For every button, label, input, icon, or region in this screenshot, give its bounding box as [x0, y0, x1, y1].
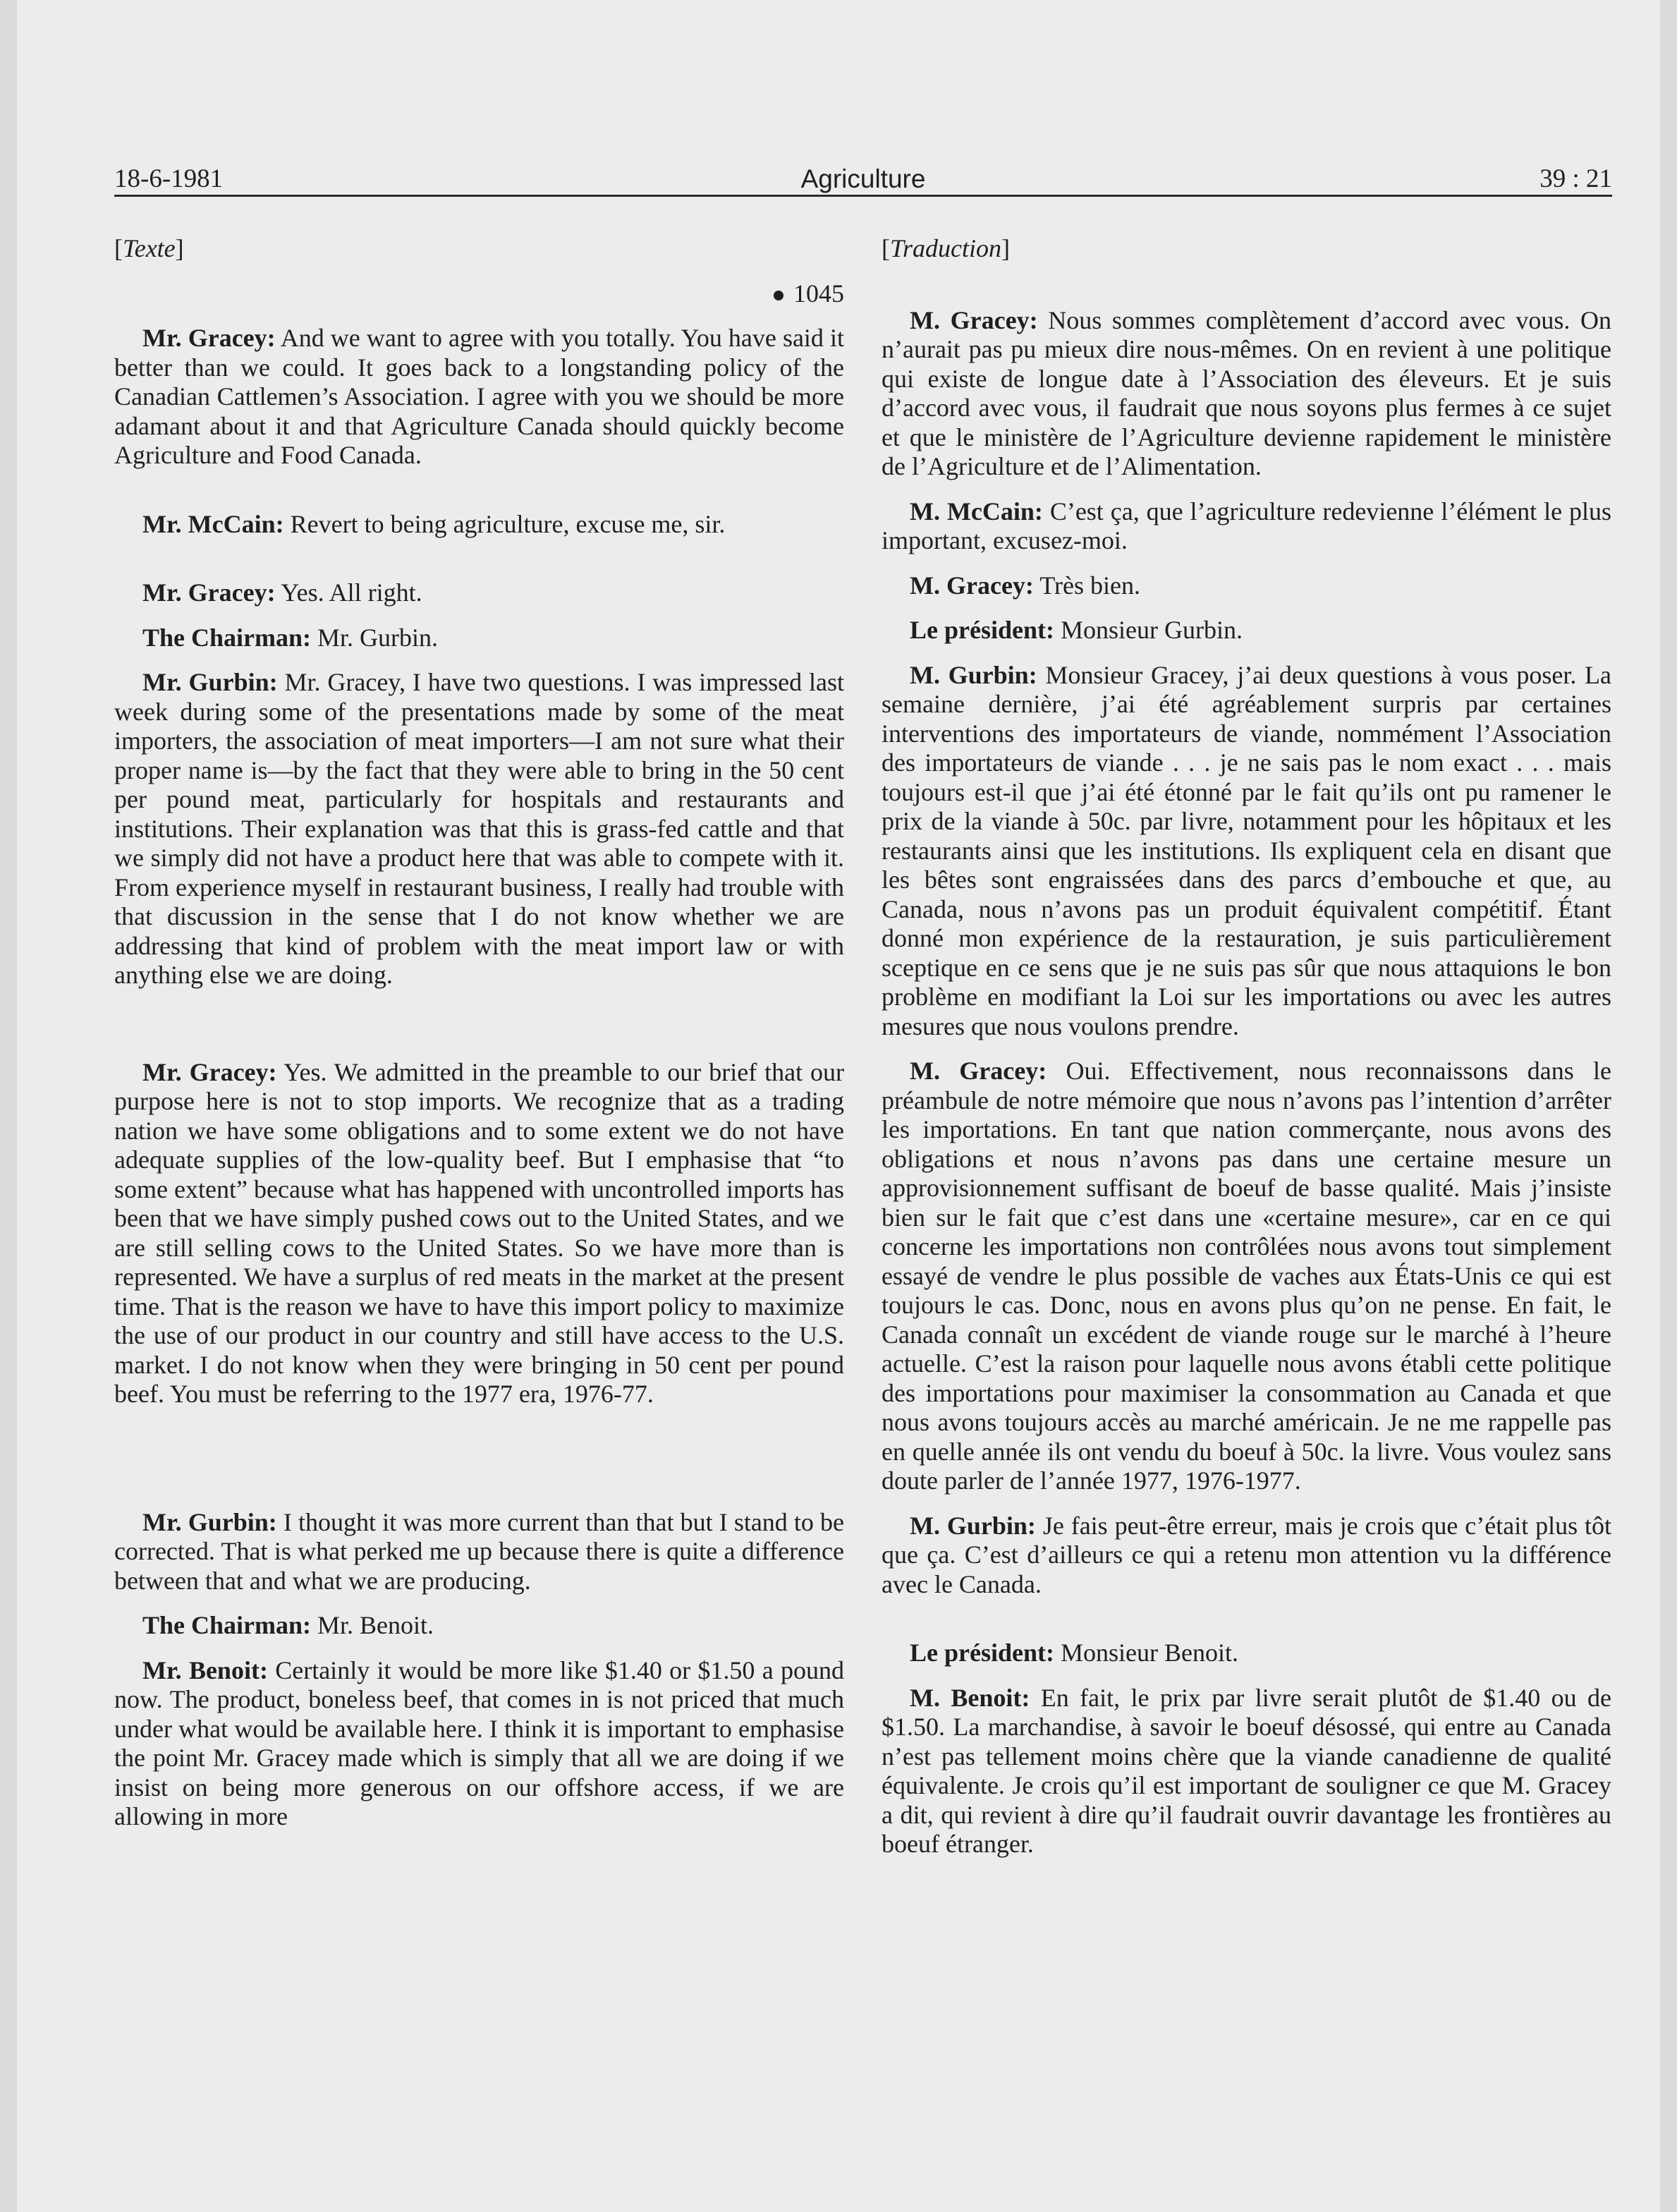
- paragraph-fr-3: [882, 571, 1611, 601]
- speech-text: En fait, le prix par livre serait plutôt de $1.40 ou de $1.50. La marchandise, à savoir le boeuf désossé, qui entre au Canada n’est pas tellement moins chère que la viande canadienne de qualité équivalente. Je crois qu’il est important de souligner ce que M. Gracey a dit, qui revient à dire qu’il faudrait ouvrir davantage les frontières au boeuf étranger.: [882, 1683, 1611, 1858]
- time-marker: 1045: [114, 279, 844, 309]
- speaker-label: M. Gracey:: [910, 305, 1038, 334]
- paragraph-en-1: [114, 324, 844, 470]
- header-title: Agriculture: [800, 164, 926, 193]
- speaker-label: The Chairman:: [142, 1611, 312, 1639]
- paragraph-fr-6: [882, 1057, 1611, 1496]
- speaker-label: Mr. Benoit:: [142, 1655, 268, 1684]
- paragraph-en-8: [114, 1611, 844, 1641]
- speech-text: Très bien.: [1033, 571, 1140, 600]
- paragraph-fr-2: [882, 497, 1611, 556]
- section-tag-traduction: [Traduction]: [882, 234, 1011, 262]
- speech-text: Certainly it would be more like $1.40 or $1.50 a pound now. The product, boneless beef, that comes in is not priced that much under what would be available here. I think it is important to emphasise the point Mr. Gracey made which is simply that all we are doing if we insist on being more generous on our offshore access, if we are allowing in more: [114, 1655, 844, 1830]
- header-date: 18-6-1981: [114, 164, 224, 193]
- speaker-label: M. Gurbin:: [910, 660, 1037, 689]
- speech-text: Monsieur Gurbin.: [1054, 616, 1243, 644]
- speech-text: And we want to agree with you totally. You have said it better than we could. It goes back to a longstanding policy of the Canadian Cattlemen’s Association. I agree with you we should be more adamant about it and that Agriculture Canada should quickly become Agriculture and Food Canada.: [114, 324, 845, 469]
- paragraph-fr-8: [882, 1639, 1611, 1668]
- paragraph-en-4: [114, 624, 844, 653]
- speaker-label: M. Gracey:: [910, 1057, 1047, 1085]
- section-tag-texte: [Texte]: [114, 234, 184, 262]
- speech-text: Je fais peut-être erreur, mais je crois que c’était plus tôt que ça. C’est d’ailleurs ce qui a retenu mon attention vu la différence avec le Canada.: [882, 1511, 1611, 1598]
- speech-text: Oui. Effectivement, nous reconnaissons dans le préambule de notre mémoire que nous n’avons pas l’intention d’arrêter les importations. En tant que nation commerçante, nous avons des obligations et nous n’avons pas dans une certaine mesure un approvisionnement suffisant de boeuf de basse qualité. Mais j’insiste bien sur le fait que c’est dans une «certaine mesure», car en ce qui concerne les importations non contrôlées nous avons tout simplement essayé de vendre le plus possible de vaches aux États-Unis ce qui est toujours le cas. Donc, nous en avons plus qu’on ne pense. En fait, le Canada connaît un excédent de viande rouge sur le marché à l’heure actuelle. C’est la raison pour laquelle nous avons établi cette politique des importations pour maximiser la consommation au Canada et que nous avons toujours accès au marché américain. Je ne me rappelle pas en quelle année ils ont vendu du boeuf à 50c. la livre. Vous voulez sans doute parler de l’année 1977, 1976-1977.: [882, 1057, 1612, 1495]
- bullet-icon: [774, 291, 783, 300]
- speaker-label: Mr. Gracey:: [142, 578, 276, 607]
- paragraph-en-9: [114, 1656, 844, 1832]
- french-column: [882, 234, 1611, 1875]
- paragraph-en-5: [114, 668, 844, 990]
- speech-text: C’est ça, que l’agriculture redevienne l’élément le plus important, excusez-moi.: [882, 497, 1611, 554]
- speech-text: I thought it was more current than that but I stand to be corrected. That is what perked me up because there is quite a difference between that and what we are producing.: [114, 1507, 845, 1595]
- speaker-label: Mr. McCain:: [142, 509, 284, 538]
- speaker-label: The Chairman:: [142, 623, 312, 652]
- speaker-label: Mr. Gracey:: [142, 324, 276, 352]
- speech-text: Nous sommes complètement d’accord avec vous. On n’aurait pas pu mieux dire nous-mêmes. On en revient à une politique qui existe de longue date à l’Association des éleveurs. Et je suis d’accord avec vous, il faudrait que nous soyons plus fermes à ce sujet et que le ministère de l’Agriculture devienne rapidement le ministère de l’Agriculture et de l’Alimentation.: [882, 305, 1612, 480]
- header-page-number: 39 : 21: [1539, 164, 1612, 193]
- speaker-label: M. McCain:: [910, 497, 1043, 525]
- paragraph-en-2: [114, 510, 844, 540]
- speaker-label: Mr. Gurbin:: [142, 1507, 277, 1536]
- speech-text: Monsieur Gracey, j’ai deux questions à vous poser. La semaine dernière, j’ai été agréablement surpris par certaines interventions des importateurs de viande, nommément l’Association des importateurs de viande . . . je ne sais pas le nom exact . . . mais toujours est-il que j’ai été étonné par le fait qu’ils ont pu ramener le prix de la viande à 50c. par livre, notamment pour les hôpitaux et les restaurants ainsi que les institutions. Ils expliquent cela en disant que les bêtes sont engraissées dans des parcs d’embouche et que, au Canada, nous n’avons pas un produit équivalent compétitif. Étant donné mon expérience de la restauration, je suis particulièrement sceptique en ce sens que je ne suis pas sûr que nous attaquions le bon problème en modifiant la Loi sur les importations ou avec les autres mesures que nous voulons prendre.: [882, 660, 1611, 1040]
- paragraph-fr-9: [882, 1684, 1611, 1859]
- english-column: [114, 234, 844, 1847]
- paragraph-fr-4: [882, 616, 1611, 645]
- paragraph-fr-1: [882, 306, 1611, 482]
- paragraph-en-3: [114, 578, 844, 608]
- speech-text: Monsieur Benoit.: [1054, 1639, 1238, 1667]
- speech-text: Mr. Gracey, I have two questions. I was impressed last week during some of the presentations made by some of the meat importers, the association of meat importers—I am not sure what their proper name is—by the fact that they were able to bring in the 50 cent per pound meat, particularly for hospitals and restaurants and institutions. Their explanation was that this is grass-fed cattle and that we simply did not have a product here that was able to compete with it. From experience myself in restaurant business, I really had trouble with that discussion in the sense that I do not know whether we are addressing that kind of problem with the meat import law or with anything else we are doing.: [114, 668, 845, 989]
- speech-text: Mr. Benoit.: [311, 1611, 434, 1639]
- paragraph-fr-5: [882, 661, 1611, 1042]
- speech-text: Revert to being agriculture, excuse me, sir.: [283, 509, 726, 538]
- speaker-label: M. Gracey:: [910, 571, 1034, 600]
- paragraph-en-7: [114, 1508, 844, 1596]
- speech-text: Yes. All right.: [275, 578, 422, 607]
- speech-text: Mr. Gurbin.: [311, 623, 439, 652]
- speaker-label: Le président:: [910, 616, 1054, 644]
- speaker-label: Mr. Gurbin:: [142, 668, 278, 696]
- paragraph-en-6: [114, 1058, 844, 1409]
- paragraph-fr-7: [882, 1512, 1611, 1600]
- speaker-label: Mr. Gracey:: [142, 1057, 277, 1086]
- speech-text: Yes. We admitted in the preamble to our brief that our purpose here is not to stop imports. We recognize that as a trading nation we have some obligations and to some extent we do not have adequate supplies of the low-quality beef. But I emphasise that “to some extent” because what has happened with uncontrolled imports has been that we have simply pushed cows out to the United States, and we are still selling cows to the United States. So we have more than is represented. We have a surplus of red meats in the market at the present time. That is the reason we have to have this import policy to maximize the use of our product in our country and still have access to the U.S. market. I do not know when they were bringing in 50 cent per pound beef. You must be referring to the 1977 era, 1976-77.: [114, 1057, 845, 1408]
- speaker-label: M. Gurbin:: [910, 1511, 1036, 1540]
- speaker-label: M. Benoit:: [910, 1683, 1030, 1712]
- speaker-label: Le président:: [910, 1639, 1054, 1667]
- page-header: [114, 155, 1612, 197]
- document-page: [17, 0, 1660, 2212]
